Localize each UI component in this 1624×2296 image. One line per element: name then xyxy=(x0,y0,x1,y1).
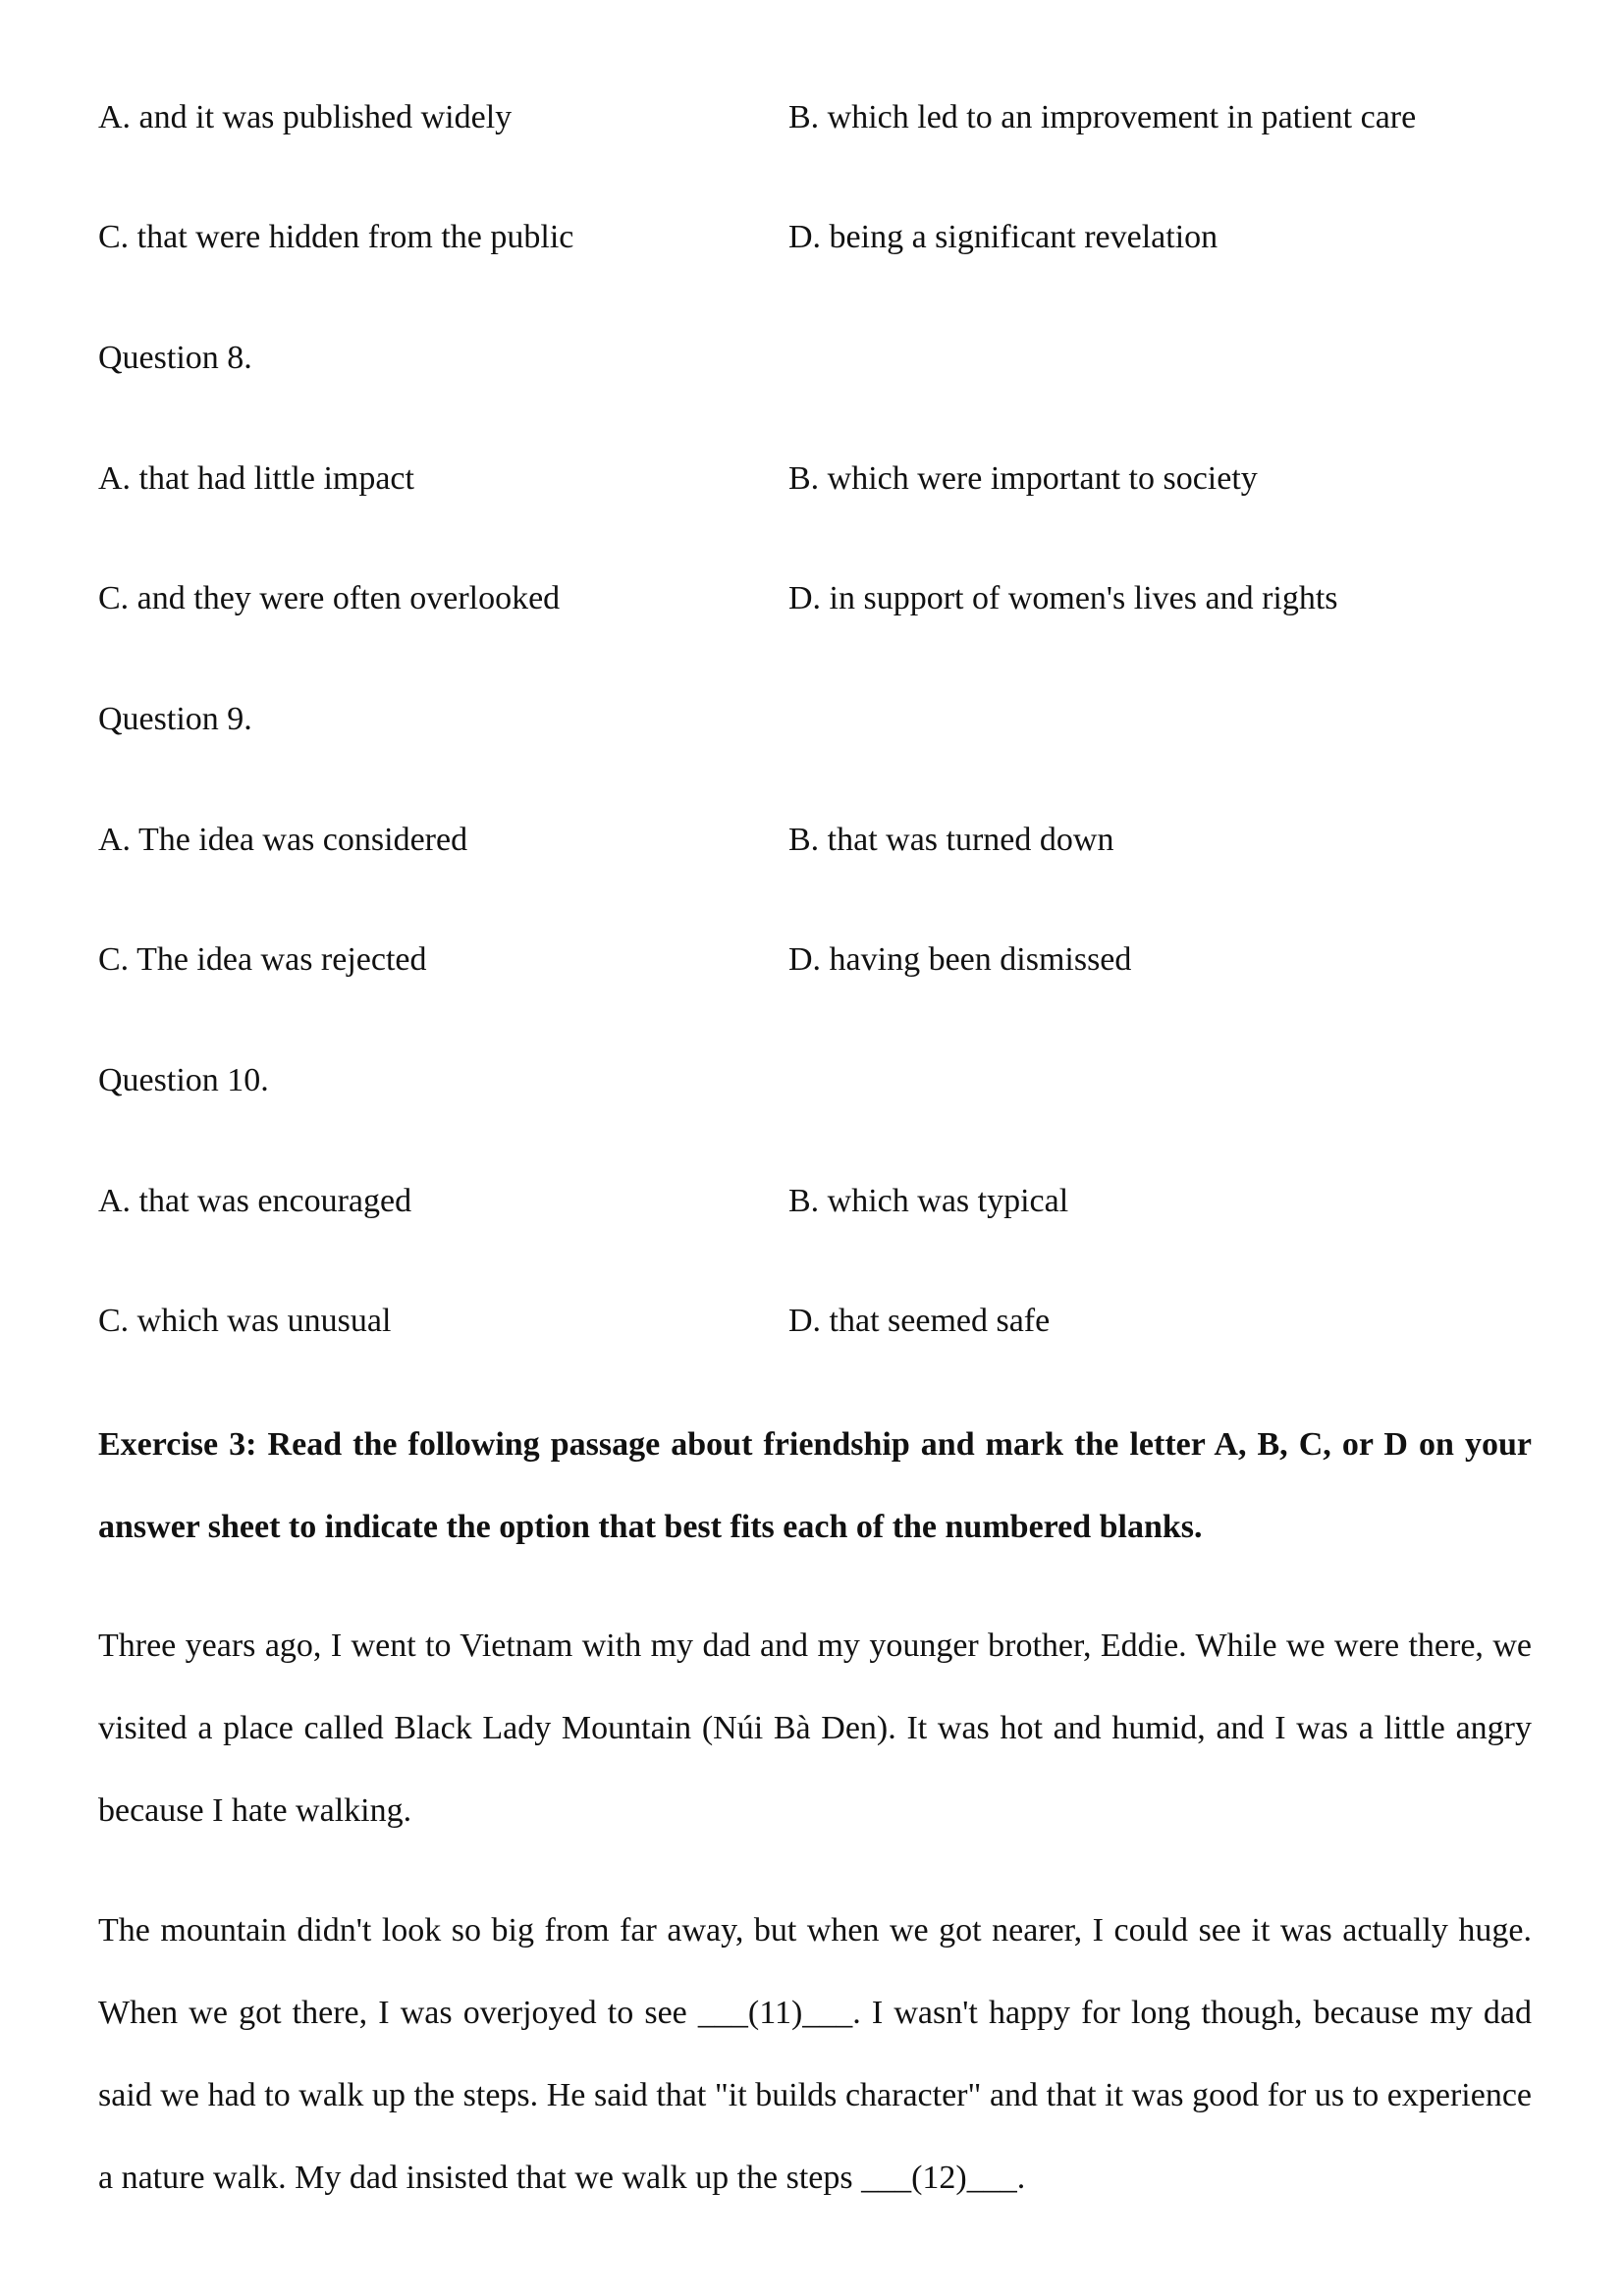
option-row xyxy=(98,940,1532,988)
option-row xyxy=(98,218,1532,265)
option-row xyxy=(98,459,1532,507)
option-a: A. The idea was considered xyxy=(98,822,468,858)
option-a: A. that had little impact xyxy=(98,460,414,497)
question-label: Question 10. xyxy=(98,1062,269,1098)
option-c: C. and they were often overlooked xyxy=(98,580,561,616)
option-d: D. in support of women's lives and rights xyxy=(788,580,1338,616)
option-row xyxy=(98,579,1532,626)
option-d: D. that seemed safe xyxy=(788,1303,1051,1339)
question-label: Question 9. xyxy=(98,701,252,737)
option-c: C. that were hidden from the public xyxy=(98,219,574,255)
option-c: C. which was unusual xyxy=(98,1303,392,1339)
passage-paragraph: The mountain didn't look so big from far away, but when we got nearer, I could see it was actually huge. When we got there, I was overjoyed to see ___(11)___. I wasn't happy for long though, because my dad said we had to walk up the steps. He said that "it builds character" and that it was good for us to experience a nature walk. My dad insisted that we walk up the steps ___(12)___. xyxy=(98,1912,1532,2196)
option-row xyxy=(98,1302,1532,1349)
option-row xyxy=(98,1182,1532,1229)
passage-paragraph: Three years ago, I went to Vietnam with my dad and my younger brother, Eddie. While we were there, we visited a place called Black Lady Mountain (Núi Bà Den). It was hot and humid, and I was a little angry because I hate walking. xyxy=(98,1628,1532,1829)
option-b: B. that was turned down xyxy=(788,822,1114,858)
option-d: D. being a significant revelation xyxy=(788,219,1218,255)
option-a: A. that was encouraged xyxy=(98,1183,412,1219)
option-row xyxy=(98,98,1532,145)
option-a: A. and it was published widely xyxy=(98,99,513,135)
option-row xyxy=(98,821,1532,868)
option-b: B. which were important to society xyxy=(788,460,1258,497)
exercise-heading: Exercise 3: Read the following passage about friendship and mark the letter A, B, C, or D on your answer sheet to indicate the option that best fits each of the numbered blanks. xyxy=(98,1426,1532,1545)
option-b: B. which led to an improvement in patient care xyxy=(788,99,1417,135)
option-d: D. having been dismissed xyxy=(788,941,1132,978)
question-label: Question 8. xyxy=(98,340,252,376)
option-b: B. which was typical xyxy=(788,1183,1069,1219)
option-c: C. The idea was rejected xyxy=(98,941,427,978)
